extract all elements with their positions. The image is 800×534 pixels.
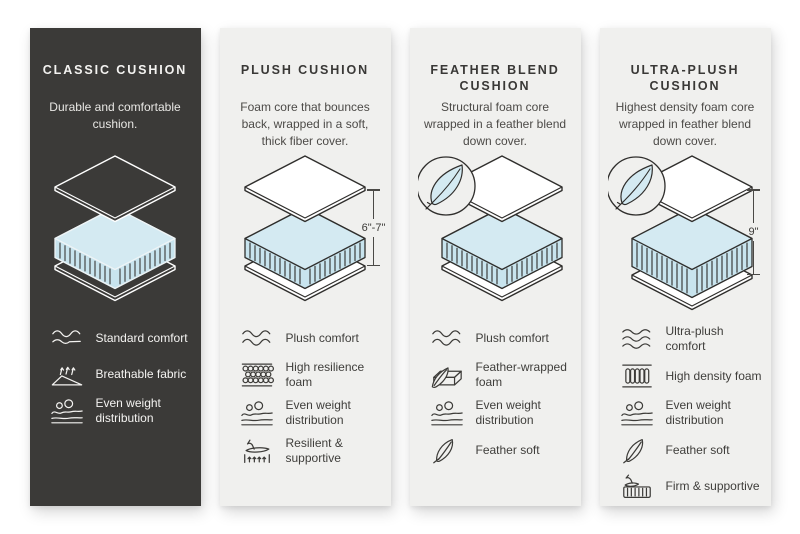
feature-label: Even weight distribution bbox=[285, 398, 351, 427]
panel-description: Foam core that bounces back, wrapped in a soft, thick fiber cover. bbox=[240, 100, 370, 148]
feature-row bbox=[240, 398, 383, 428]
even-weight-icon bbox=[430, 399, 464, 427]
feature-row bbox=[50, 360, 193, 388]
measurement-label: 6"-7" bbox=[361, 221, 386, 234]
feature-label: Resilient & supportive bbox=[285, 436, 343, 465]
feature-label: Firm & supportive bbox=[665, 478, 760, 493]
measurement-label: 9" bbox=[748, 226, 759, 238]
feature-row bbox=[240, 436, 383, 466]
measure-cap-bottom bbox=[367, 265, 380, 267]
feather-icon bbox=[430, 436, 464, 464]
height-measurement bbox=[361, 189, 387, 266]
wave-single-icon bbox=[50, 324, 84, 352]
firm-supportive-icon bbox=[620, 472, 654, 500]
cushion-illustration-area bbox=[418, 152, 573, 316]
panel-description: Highest density foam core wrapped in feather blend down cover. bbox=[615, 100, 755, 148]
feature-row bbox=[620, 362, 763, 390]
panel-feather-blend-cushion bbox=[410, 28, 581, 506]
feature-label: Breathable fabric bbox=[95, 366, 187, 381]
wave-triple-icon bbox=[620, 325, 654, 353]
feature-row bbox=[620, 436, 763, 464]
feature-row bbox=[430, 360, 573, 390]
feature-label: High resilience foam bbox=[285, 360, 365, 389]
cushion-illustration-area bbox=[38, 152, 193, 316]
feature-row bbox=[50, 396, 193, 426]
panel-description: Durable and comfortable cushion. bbox=[49, 100, 181, 131]
feature-row bbox=[430, 324, 573, 352]
feather-icon bbox=[620, 436, 654, 464]
panel-title: PLUSH CUSHION bbox=[240, 63, 370, 77]
feature-row bbox=[50, 324, 193, 352]
density-foam-icon bbox=[620, 362, 654, 390]
measure-line bbox=[373, 237, 374, 265]
cushion-illustration-area bbox=[608, 152, 763, 316]
layered-cushion-illustration bbox=[418, 154, 573, 304]
feature-label: Plush comfort bbox=[285, 330, 359, 345]
feature-label: Feather soft bbox=[665, 442, 730, 457]
feature-label: Feather-wrapped foam bbox=[475, 360, 567, 389]
feature-list bbox=[430, 324, 573, 464]
feature-row bbox=[620, 324, 763, 354]
feature-label: High density foam bbox=[665, 368, 762, 383]
panel-title: FEATHER BLEND CUSHION bbox=[430, 63, 560, 93]
panel-description: Structural foam core wrapped in a feather blend down cover. bbox=[423, 100, 567, 148]
feature-label: Even weight distribution bbox=[95, 396, 161, 425]
feature-label: Standard comfort bbox=[95, 330, 188, 345]
layered-cushion-illustration bbox=[608, 154, 763, 313]
feather-wrapped-foam-icon bbox=[430, 361, 464, 389]
panel-ultra-plush-cushion bbox=[600, 28, 771, 506]
feature-row bbox=[430, 436, 573, 464]
feature-label: Ultra-plush comfort bbox=[665, 324, 724, 353]
panel-plush-cushion bbox=[220, 28, 391, 506]
measure-line bbox=[373, 191, 374, 219]
feature-row bbox=[240, 324, 383, 352]
measure-line bbox=[753, 191, 754, 224]
panel-title: CLASSIC CUSHION bbox=[42, 63, 188, 77]
cushion-illustration-area bbox=[228, 152, 386, 316]
layered-cushion-illustration bbox=[38, 154, 193, 304]
feature-row bbox=[240, 360, 383, 390]
feather-badge bbox=[608, 157, 665, 215]
feature-label: Even weight distribution bbox=[475, 398, 541, 427]
feature-label: Even weight distribution bbox=[665, 398, 731, 427]
even-weight-icon bbox=[240, 399, 274, 427]
feature-row bbox=[620, 472, 763, 500]
resilience-foam-icon bbox=[240, 361, 274, 389]
even-weight-icon bbox=[620, 399, 654, 427]
feather-badge bbox=[418, 157, 475, 215]
feature-label: Feather soft bbox=[475, 442, 540, 457]
feature-row bbox=[620, 398, 763, 428]
feature-row bbox=[430, 398, 573, 428]
feature-label: Plush comfort bbox=[475, 330, 549, 345]
layered-cushion-illustration bbox=[228, 154, 383, 304]
measure-line bbox=[753, 241, 754, 274]
wave-double-icon bbox=[240, 324, 274, 352]
height-measurement bbox=[741, 189, 767, 275]
wave-double-icon bbox=[430, 324, 464, 352]
feature-list bbox=[620, 324, 763, 500]
breathable-fabric-icon bbox=[50, 360, 84, 388]
feature-list bbox=[240, 324, 383, 466]
feature-list bbox=[50, 324, 193, 426]
measure-cap-bottom bbox=[747, 274, 760, 276]
even-weight-icon bbox=[50, 397, 84, 425]
panel-title: ULTRA-PLUSH CUSHION bbox=[630, 63, 740, 93]
resilient-supportive-icon bbox=[240, 437, 274, 465]
panel-classic-cushion bbox=[30, 28, 201, 506]
